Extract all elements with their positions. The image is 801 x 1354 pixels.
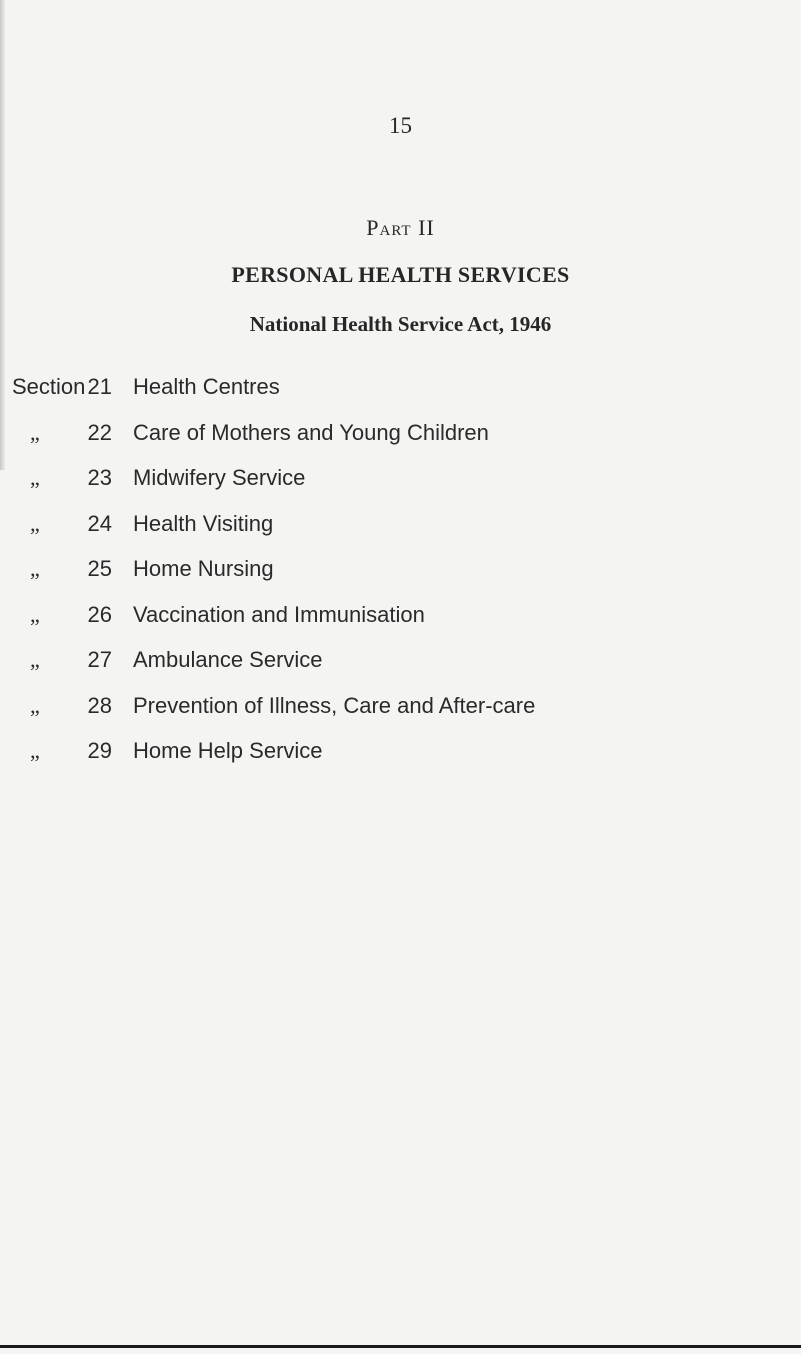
ditto-mark: „ (30, 692, 40, 718)
section-number: 28 (87, 692, 112, 718)
page-title: PERSONAL HEALTH SERVICES (231, 262, 570, 287)
ditto-mark: „ (30, 738, 40, 763)
section-title: Health Centres (133, 374, 280, 399)
section-title: Ambulance Service (133, 647, 323, 672)
ditto-mark: „ (30, 419, 40, 445)
section-row (0, 420, 801, 466)
section-row (0, 602, 801, 648)
section-title: Home Help Service (133, 738, 323, 763)
section-number: 25 (87, 556, 112, 581)
ditto-mark: „ (30, 465, 40, 490)
section-row (0, 374, 801, 420)
section-row (0, 647, 801, 693)
section-title: Midwifery Service (133, 465, 306, 490)
section-row (0, 693, 801, 739)
section-row (0, 556, 801, 602)
page-number: 15 (389, 113, 412, 138)
page-subtitle: National Health Service Act, 1946 (249, 312, 552, 336)
section-title: Prevention of Illness, Care and After-care (133, 692, 536, 718)
section-row (0, 465, 801, 511)
section-number: 27 (87, 647, 112, 672)
section-number: 23 (87, 465, 112, 490)
section-number: 22 (87, 419, 112, 445)
section-title: Health Visiting (133, 510, 274, 536)
ditto-mark: „ (30, 647, 40, 672)
section-title: Home Nursing (133, 556, 274, 581)
ditto-mark: „ (30, 510, 40, 536)
section-number: 24 (87, 510, 112, 536)
section-title: Vaccination and Immunisation (133, 601, 425, 627)
section-list (0, 374, 801, 784)
section-number: 26 (87, 601, 112, 627)
section-prefix: Section (12, 374, 86, 399)
ditto-mark: „ (30, 601, 40, 627)
section-number: 29 (87, 738, 112, 763)
section-row (0, 738, 801, 784)
ditto-mark: „ (30, 556, 40, 581)
section-number: 21 (87, 374, 112, 399)
section-title: Care of Mothers and Young Children (133, 419, 489, 445)
bottom-scan-edge (0, 1345, 801, 1348)
part-heading: Part II (366, 215, 435, 240)
section-row (0, 511, 801, 557)
